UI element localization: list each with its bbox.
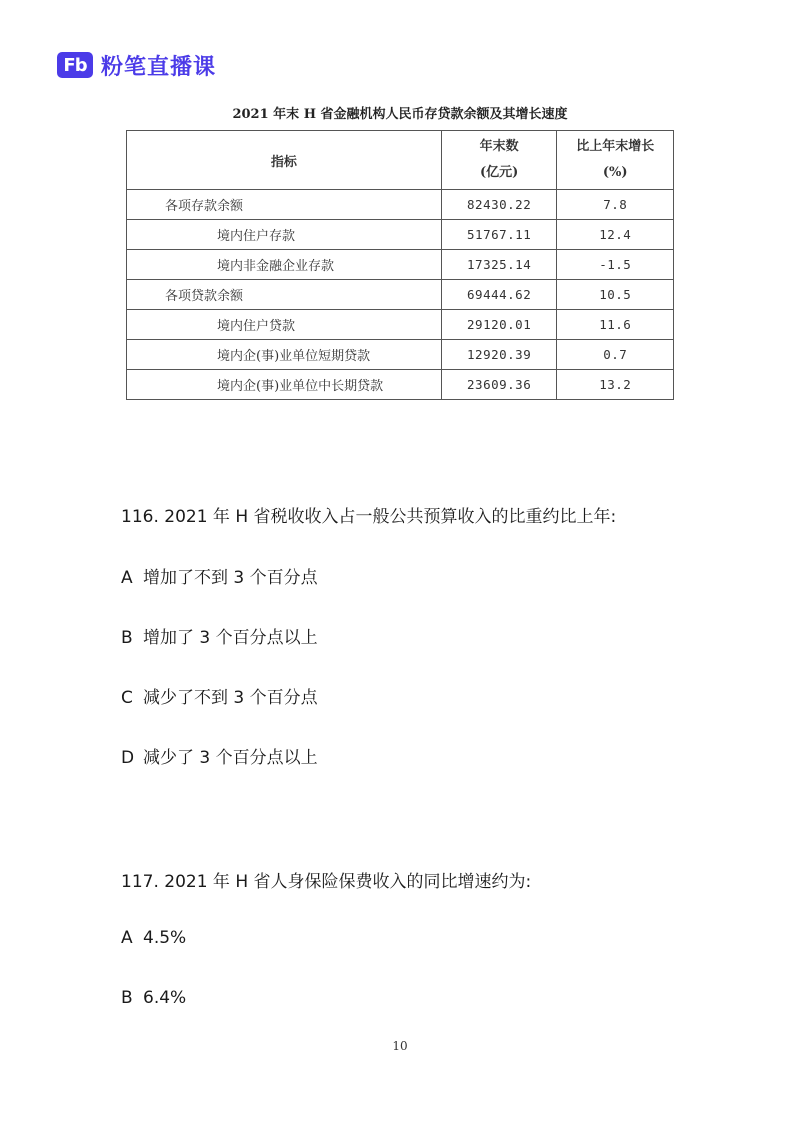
row-value: 29120.01 [441, 310, 557, 340]
question-116-option-a [121, 563, 318, 588]
option-letter: C [121, 688, 133, 708]
row-value: 69444.62 [441, 280, 557, 310]
row-growth: -1.5 [557, 250, 674, 280]
option-letter: B [121, 988, 133, 1008]
table-row [127, 220, 674, 250]
question-116-stem: 116. 2021 年 H 省税收收入占一般公共预算收入的比重约比上年: [121, 507, 617, 527]
row-growth: 12.4 [557, 220, 674, 250]
header-indicator: 指标 [127, 131, 442, 190]
table-row [127, 310, 674, 340]
row-value: 82430.22 [441, 190, 557, 220]
option-text: 减少了 3 个百分点以上 [143, 748, 318, 768]
row-name: 境内企(事)业单位中长期贷款 [127, 370, 442, 400]
header-growth-line1: 比上年末增长 [576, 139, 655, 154]
option-letter: A [121, 568, 133, 588]
question-116-option-c [121, 683, 318, 708]
row-value: 23609.36 [441, 370, 557, 400]
row-growth: 11.6 [557, 310, 674, 340]
table-row [127, 340, 674, 370]
row-name: 境内企(事)业单位短期贷款 [127, 340, 442, 370]
table-row [127, 190, 674, 220]
question-116-option-b [121, 623, 318, 648]
table-row [127, 280, 674, 310]
data-table [126, 130, 674, 400]
row-name: 境内非金融企业存款 [127, 250, 442, 280]
question-117-option-b [121, 988, 186, 1008]
row-growth: 13.2 [557, 370, 674, 400]
table-header-row [127, 131, 674, 190]
page-number: 10 [392, 1039, 408, 1053]
table-row [127, 370, 674, 400]
option-text: 增加了不到 3 个百分点 [143, 568, 318, 588]
logo [57, 50, 216, 80]
row-name: 境内住户贷款 [127, 310, 442, 340]
row-value: 12920.39 [441, 340, 557, 370]
row-value: 17325.14 [441, 250, 557, 280]
header-growth [557, 131, 674, 190]
table-title: 2021 年末 H 省金融机构人民币存贷款余额及其增长速度 [232, 107, 568, 122]
row-growth: 7.8 [557, 190, 674, 220]
option-letter: A [121, 928, 133, 948]
option-text: 减少了不到 3 个百分点 [143, 688, 318, 708]
header-growth-line2: (%) [602, 165, 628, 180]
option-letter: B [121, 628, 133, 648]
option-letter: D [121, 748, 135, 768]
header-value-line1: 年末数 [479, 139, 519, 154]
question-117-stem: 117. 2021 年 H 省人身保险保费收入的同比增速约为: [121, 872, 532, 892]
header-value-line2: (亿元) [479, 165, 519, 180]
row-growth: 10.5 [557, 280, 674, 310]
row-name: 各项贷款余额 [127, 280, 442, 310]
row-growth: 0.7 [557, 340, 674, 370]
row-value: 51767.11 [441, 220, 557, 250]
row-name: 境内住户存款 [127, 220, 442, 250]
logo-mark: Fb [57, 52, 93, 78]
option-text: 6.4% [143, 988, 187, 1008]
logo-text: 粉笔直播课 [101, 54, 217, 80]
option-text: 4.5% [143, 928, 187, 948]
option-text: 增加了 3 个百分点以上 [143, 628, 318, 648]
table-row [127, 250, 674, 280]
row-name: 各项存款余额 [127, 190, 442, 220]
question-116-option-d [121, 743, 318, 768]
header-year-end-value [441, 131, 557, 190]
question-117-option-a [121, 928, 186, 948]
